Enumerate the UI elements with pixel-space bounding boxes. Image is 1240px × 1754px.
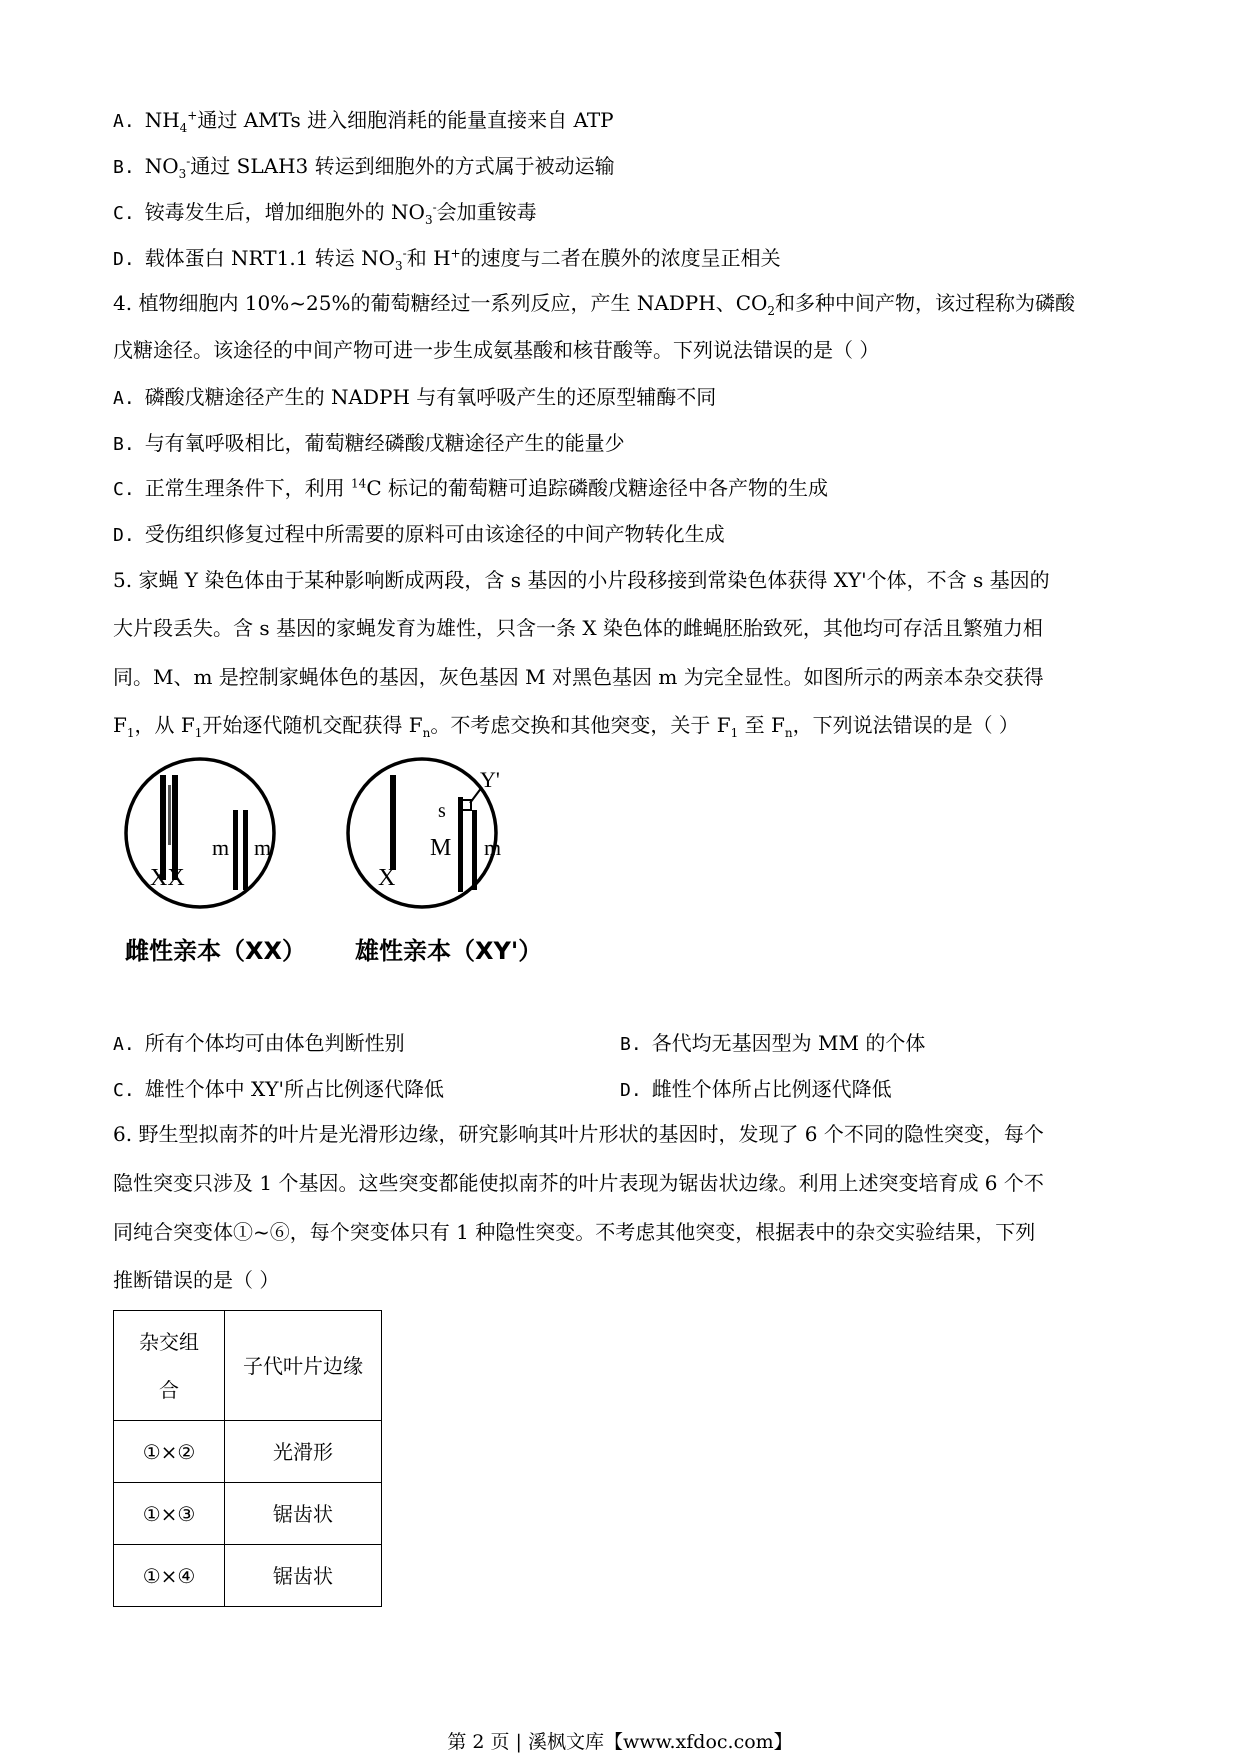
male-m-label: m [484, 835, 502, 860]
chromosome-figure [120, 755, 560, 980]
q6-stem-line-2: 隐性突变只涉及 1 个基因。这些突变都能使拟南芥的叶片表现为锯齿状边缘。利用上述突变培育成 6 个不 [113, 1171, 1044, 1195]
q5-stem-line-4: $F_1$，从 $F_1$开始逐代随机交配获得 $F_n$。不考虑交换和其他突变，关于 $F_1$ 至 $F_n$，下列说法错误的是（ ） [113, 713, 1019, 740]
table-header-row [114, 1311, 382, 1421]
q6-stem-line-3: 同纯合突变体①~⑥，每个突变体只有 1 种隐性突变。不考虑其他突变，根据表中的杂交实验结果，下列 [113, 1220, 1036, 1244]
q4-option-b: B. 与有氧呼吸相比，葡萄糖经磷酸戊糖途径产生的能量少 [113, 431, 625, 455]
male-y-label: Y' [480, 767, 500, 792]
female-caption: 雌性亲本（XX） [125, 937, 307, 965]
header-offspring-edge: 子代叶片边缘 [225, 1311, 382, 1421]
q4-stem-line-2: 戊糖途径。该途径的中间产物可进一步生成氨基酸和核苷酸等。下列说法错误的是（ ） [113, 338, 880, 362]
female-m-right-label: m [254, 835, 272, 860]
table-cell: 锯齿状 [225, 1545, 382, 1607]
q5-stem-line-3: 同。M、m 是控制家蝇体色的基因，灰色基因 M 对黑色基因 m 为完全显性。如图所示的两亲本杂交获得 [113, 665, 1044, 689]
table-cell: 光滑形 [225, 1421, 382, 1483]
table-row [114, 1545, 382, 1607]
page-footer: 第 2 页 | 溪枫文库【www.xfdoc.com】 [447, 1731, 793, 1753]
male-s-label: s [438, 800, 446, 822]
q5-option-b: B. 各代均无基因型为 MM 的个体 [620, 1031, 926, 1055]
q5-stem-line-1: 5. 家蝇 Y 染色体由于某种影响断成两段，含 s 基因的小片段移接到常染色体获得 XY'个体，不含 s 基因的 [113, 568, 1050, 592]
q3-option-a: A. $NH_4^+$通过 AMTs 进入细胞消耗的能量直接来自 ATP [113, 108, 614, 135]
header-cross-combo: 杂交组合 [114, 1311, 225, 1421]
q3-option-b: B. $NO_3^-$通过 SLAH3 转运到细胞外的方式属于被动运输 [113, 154, 615, 181]
q3-option-c: C. 铵毒发生后，增加细胞外的 $NO_3^-$会加重铵毒 [113, 200, 537, 227]
q4-option-a: A. 磷酸戊糖途径产生的 NADPH 与有氧呼吸产生的还原型辅酶不同 [113, 385, 717, 409]
table-cell: ①×④ [114, 1545, 225, 1607]
male-cell [348, 759, 501, 907]
q6-stem-line-1: 6. 野生型拟南芥的叶片是光滑形边缘，研究影响其叶片形状的基因时，发现了 6 个不同的隐性突变，每个 [113, 1122, 1044, 1146]
q6-stem-line-4: 推断错误的是（ ） [113, 1268, 280, 1292]
male-caption: 雄性亲本（XY'） [355, 937, 543, 965]
table-cell: ①×③ [114, 1483, 225, 1545]
q5-stem-line-2: 大片段丢失。含 s 基因的家蝇发育为雄性，只含一条 X 染色体的雌蝇胚胎致死，其他均可存活且繁殖力相 [113, 616, 1043, 640]
q4-option-c: C. 正常生理条件下，利用 $^{14}$C 标记的葡萄糖可追踪磷酸戊糖途径中各产物的生成 [113, 476, 828, 500]
q4-option-d: D. 受伤组织修复过程中所需要的原料可由该途径的中间产物转化生成 [113, 522, 725, 546]
female-xx-label: XX [150, 865, 185, 891]
q4-stem-line-1: 4. 植物细胞内 10%~25%的葡萄糖经过一系列反应，产生 NADPH、$CO_2$和多种中间产物，该过程称为磷酸 [113, 291, 1076, 318]
table-cell: 锯齿状 [225, 1483, 382, 1545]
q5-option-a: A. 所有个体均可由体色判断性别 [113, 1031, 405, 1055]
table-cell: ①×② [114, 1421, 225, 1483]
q5-option-c: C. 雄性个体中 XY'所占比例逐代降低 [113, 1077, 444, 1101]
female-m-left-label: m [212, 835, 230, 860]
male-x-label: X [378, 865, 396, 891]
cross-results-table [113, 1310, 382, 1607]
male-M-label: M [430, 835, 452, 861]
q3-option-d: D. 载体蛋白 NRT1.1 转运 $NO_3^-$和 H+的速度与二者在膜外的浓度呈正相关 [113, 246, 781, 273]
table-row [114, 1421, 382, 1483]
female-cell [126, 759, 274, 907]
table-row [114, 1483, 382, 1545]
q5-option-d: D. 雌性个体所占比例逐代降低 [620, 1077, 892, 1101]
